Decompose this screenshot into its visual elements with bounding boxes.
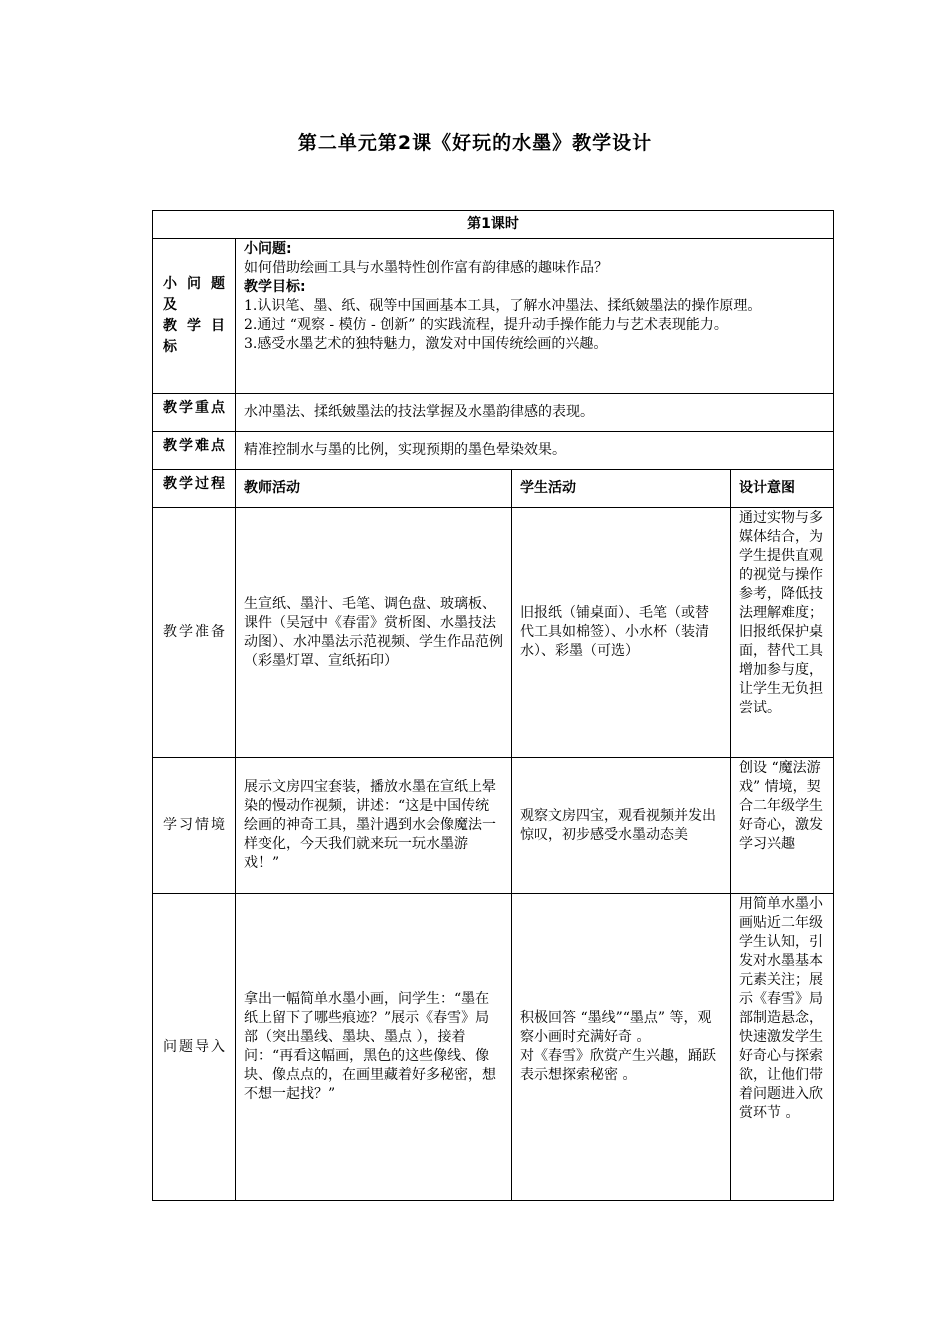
student-activity-line: 积极回答 “墨线”“墨点” 等，观察小画时充满好奇 。 (520, 1010, 712, 1045)
teacher-activity: 拿出一幅简单水墨小画，问学生：“墨在纸上留下了哪些痕迹？”展示《春雪》局部（突出墨线、墨块、墨点 ），接着问：“再看这幅画，黑色的这些像线、像块、像点点的，在画里藏着好多秘密，想不想一起找？” (236, 894, 512, 1201)
student-activity (512, 894, 731, 1201)
questions-row (153, 239, 834, 394)
difficulties-text: 精准控制水与墨的比例，实现预期的墨色晕染效果。 (236, 432, 834, 470)
objective-item: 1.认识笔、墨、纸、砚等中国画基本工具，了解水冲墨法、揉纸皴墨法的操作原理。 (244, 298, 762, 314)
difficulties-label: 教学难点 (153, 432, 236, 470)
stage-label: 问题导入 (153, 894, 236, 1201)
student-activity: 观察文房四宝，观看视频并发出惊叹，初步感受水墨动态美 (512, 758, 731, 894)
lesson-header-row (153, 211, 834, 239)
questions-label: 小 问 题 及 教 学 目 标 (153, 239, 236, 394)
teacher-activity: 生宣纸、墨汁、毛笔、调色盘、玻璃板、课件（吴冠中《春雷》赏析图、水墨技法动图）、水冲墨法示范视频、学生作品范例（彩墨灯罩、宣纸拓印） (236, 508, 512, 758)
table-row (153, 758, 834, 894)
stage-label: 学习情境 (153, 758, 236, 894)
teacher-activity: 展示文房四宝套装，播放水墨在宣纸上晕染的慢动作视频，讲述：“这是中国传统绘画的神奇工具，墨汁遇到水会像魔法一样变化，今天我们就来玩一玩水墨游戏！” (236, 758, 512, 894)
objectives-heading: 教学目标: (244, 279, 306, 295)
objective-item: 2.通过 “观察 - 模仿 - 创新” 的实践流程，提升动手操作能力与艺术表现能力。 (244, 317, 728, 333)
difficulties-row (153, 432, 834, 470)
questions-content (236, 239, 834, 394)
page-title: 第二单元第2课《好玩的水墨》教学设计 (297, 132, 653, 154)
lesson-plan-table (152, 210, 834, 1201)
student-activity-line: 对《春雪》欣赏产生兴趣，踊跃表示想探索秘密 。 (520, 1048, 716, 1083)
design-intent: 通过实物与多媒体结合，为学生提供直观的视觉与操作参考，降低技法理解难度；旧报纸保护桌面，替代工具增加参与度，让学生无负担尝试。 (731, 508, 834, 758)
student-activity: 旧报纸（铺桌面）、毛笔（或替代工具如棉签）、小水杯（装清水）、彩墨（可选） (512, 508, 731, 758)
stage-label: 教学准备 (153, 508, 236, 758)
student-column-header: 学生活动 (512, 470, 731, 508)
lesson-header: 第1课时 (153, 211, 834, 239)
small-question-heading: 小问题: (244, 241, 292, 257)
table-row (153, 508, 834, 758)
small-question: 如何借助绘画工具与水墨特性创作富有韵律感的趣味作品？ (244, 260, 608, 276)
process-label: 教学过程 (153, 470, 236, 508)
intent-column-header: 设计意图 (731, 470, 834, 508)
design-intent: 用简单水墨小画贴近二年级学生认知，引发对水墨基本元素关注；展示《春雪》局部制造悬念，快速激发学生好奇心与探索欲，让他们带着问题进入欣赏环节 。 (731, 894, 834, 1201)
design-intent: 创设 “魔法游戏” 情境，契合二年级学生好奇心，激发学习兴趣 (731, 758, 834, 894)
table-row (153, 894, 834, 1201)
key-points-label: 教学重点 (153, 394, 236, 432)
objective-item: 3.感受水墨艺术的独特魅力，激发对中国传统绘画的兴趣。 (244, 336, 608, 352)
teacher-column-header: 教师活动 (236, 470, 512, 508)
key-points-text: 水冲墨法、揉纸皴墨法的技法掌握及水墨韵律感的表现。 (236, 394, 834, 432)
key-points-row (153, 394, 834, 432)
process-header-row (153, 470, 834, 508)
